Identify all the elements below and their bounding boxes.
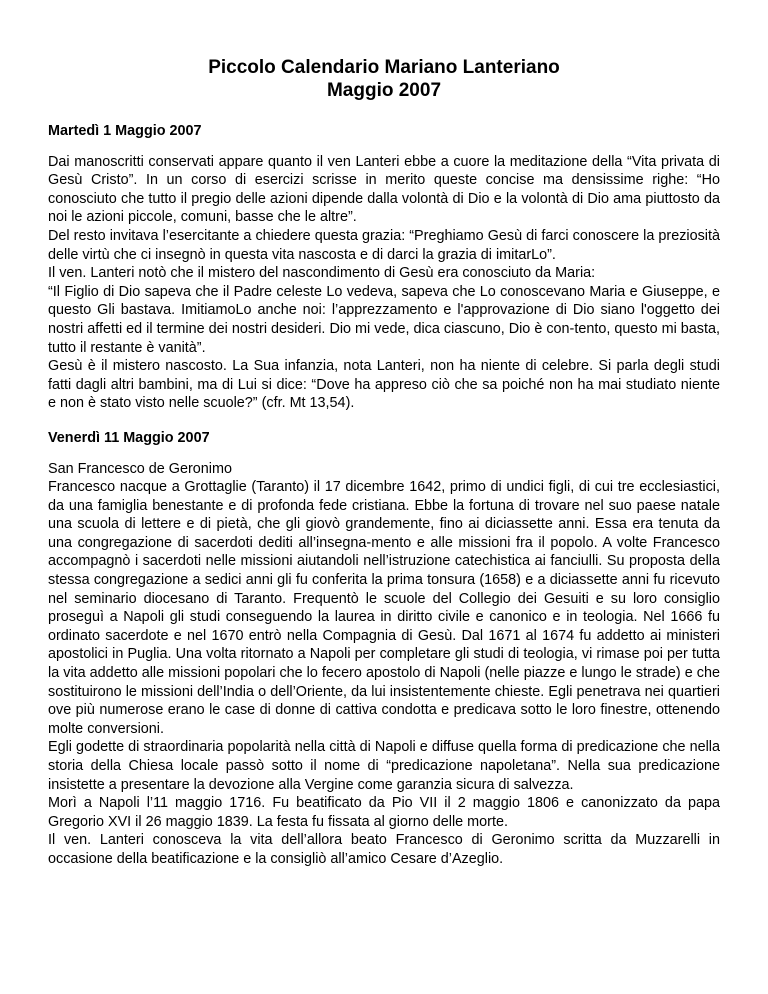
paragraph: San Francesco de Geronimo [48,460,232,477]
document-page [48,56,720,869]
document-title: Piccolo Calendario Mariano Lanteriano [208,57,560,78]
paragraph: Il ven. Lanteri conosceva la vita dell’allora beato Francesco di Geronimo scritta da Muzzarelli in occasione della beatificazione e la consigliò all’amico Cesare d’Azeglio. [48,832,720,867]
section-date: Venerdì 11 Maggio 2007 [48,429,210,446]
section-1 [48,122,720,413]
paragraph: Il ven. Lanteri notò che il mistero del nascondimento di Gesù era conosciuto da Maria: [48,265,596,282]
paragraph: Dai manoscritti conservati appare quanto il ven Lanteri ebbe a cuore la meditazione della “Vita privata di Gesù Cristo”. In un corso di esercizi scrisse in merito queste concise ma densissime righe: “Ho conosciuto che tutto il pregio delle azioni dipende dalla volontà di Dio e la volontà di Dio ama piuttosto da noi le azioni piccole, comuni, basse che le altre”. [48,153,720,226]
section-date: Martedì 1 Maggio 2007 [48,123,202,139]
document-subtitle: Maggio 2007 [326,80,442,101]
paragraph: Gesù è il mistero nascosto. La Sua infanzia, nota Lanteri, non ha niente di celebre. Si parla degli studi fatti dagli altri bambini, ma di Lui si dice: “Dove ha appreso ciò che sa poiché non ha mai studiato niente e non è stato visto nelle scuole?” (cfr. Mt 13,54). [48,358,720,412]
section-2 [48,429,720,869]
paragraph: Morì a Napoli l’11 maggio 1716. Fu beatificato da Pio VII il 2 maggio 1806 e canonizzato da papa Gregorio XVI il 26 maggio 1839. La festa fu fissata al giorno delle morte. [48,795,720,830]
paragraph: Francesco nacque a Grottaglie (Taranto) il 17 dicembre 1642, primo di undici figli, di cui tre ecclesiastici, da una famiglia benestante e di profonda fede cristiana. Ebbe la fortuna di trovare nel suo paese natale una scuola di lettere e di pietà, che gli giovò grandemente, fino ai diciassette anni. Essa era tenuta da una congregazione di sacerdoti dediti all’insegna-mento e alle missioni fra il popolo. A volte Francesco accompagnò i sacerdoti nelle missioni aiutandoli nell’istruzione catechistica ai fanciulli. Su proposta della stessa congregazione a sedici anni gli fu conferita la prima tonsura (1658) e a diciassette anni fu ricevuto nel seminario diocesano di Taranto. Frequentò le scuole del Collegio dei Gesuiti e su loro consiglio proseguì a Napoli gli studi conseguendo la laurea in diritto civile e canonico e in teologia. Nel 1666 fu ordinato sacerdote e nel 1670 entrò nella Compagnia di Gesù. Dal 1671 al 1674 fu addetto ai ministeri apostolici in Puglia. Una volta ritornato a Napoli per completare gli studi di teologia, vi rimase poi per tutta la vita addetto alle missioni popolari che lo fecero apostolo di Napoli (nelle piazze e lungo le strade) e che sostituirono le missioni dell’India o dell’Oriente, da lui insistentemente chieste. Egli penetrava nei quartieri ove più numerose erano le case di donne di cattiva condotta e predicava sotto le loro finestre, ottenendo molte conversioni. [48,479,720,737]
paragraph: Egli godette di straordinaria popolarità nella città di Napoli e diffuse quella forma di predicazione che nella storia della Chiesa locale passò sotto il nome di “predicazione napoletana”. Nella sua predicazione insistette a presentare la devozione alla Vergine come garanzia sicura di salvezza. [48,739,720,793]
paragraph: “Il Figlio di Dio sapeva che il Padre celeste Lo vedeva, sapeva che Lo conoscevano Maria e Giuseppe, e questo Gli bastava. ImitiamoLo anche noi: l’apprezzamento e l'approvazione di Dio siano l'oggetto dei nostri affetti ed il termine dei nostri desideri. Dio mi vede, dica ciascuno, Dio è con-tento, questo mi basta, tutto il restante è vanità”. [48,283,720,356]
paragraph: Del resto invitava l’esercitante a chiedere questa grazia: “Preghiamo Gesù di farci conoscere la preziosità delle virtù che ci insegnò in questa vita nascosta e di darci la grazia di imitarLo”. [48,227,720,263]
